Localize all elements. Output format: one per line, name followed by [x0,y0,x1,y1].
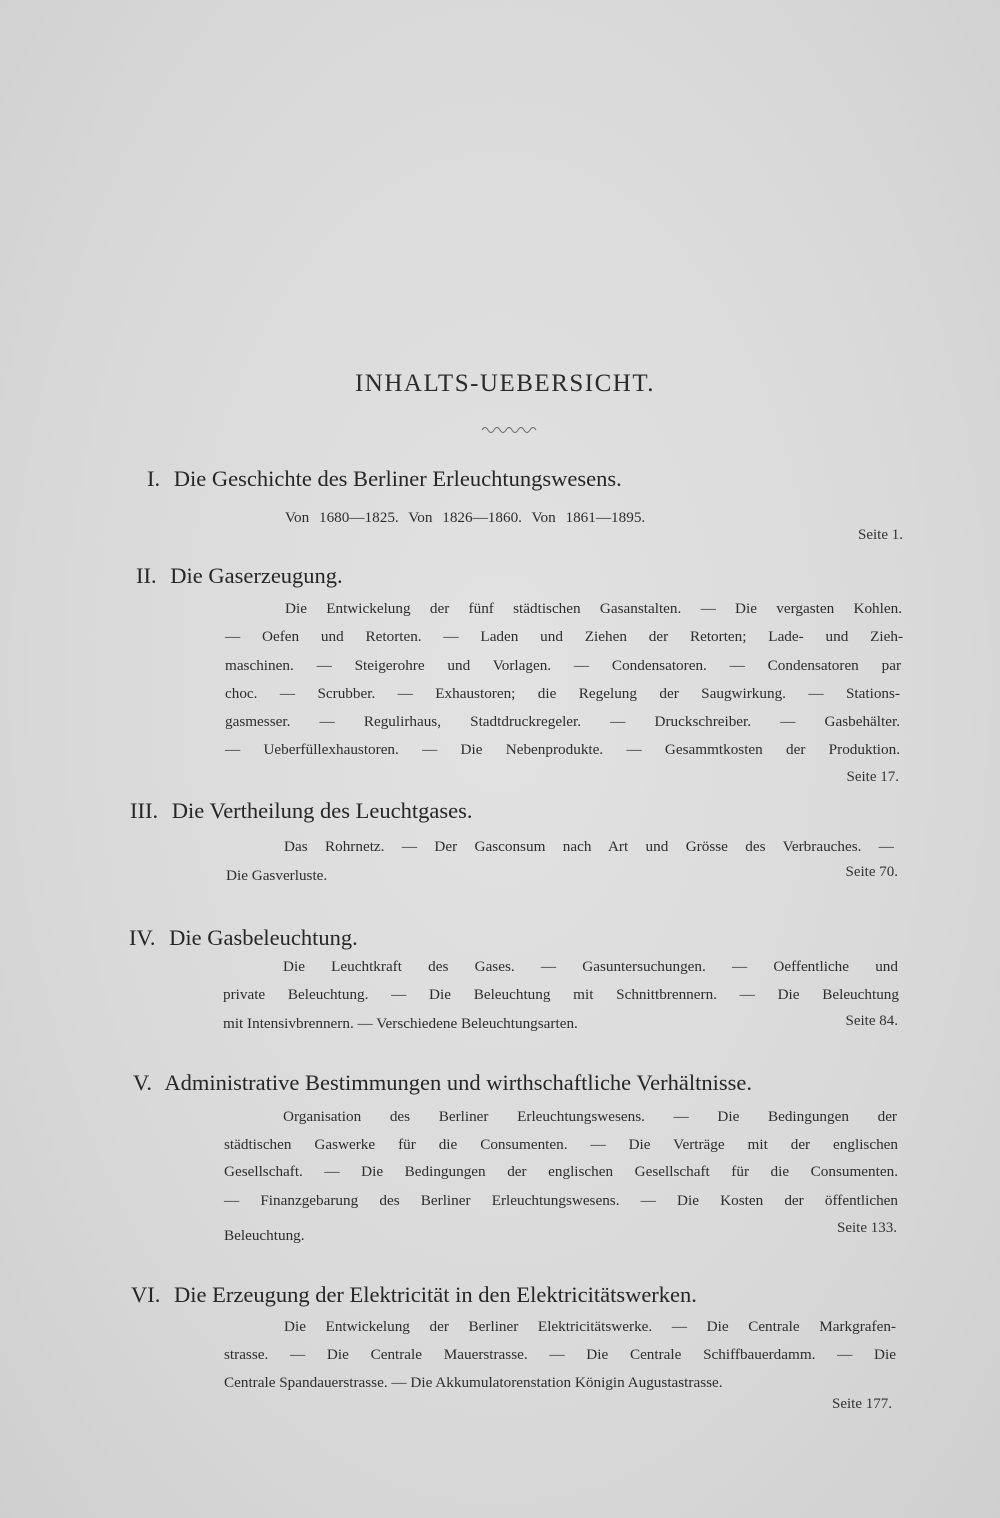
section-title: Die Vertheilung des Leuchtgases. [171,798,473,823]
section-title: Administrative Bestimmungen und wirthschaftliche Verhältnisse. [164,1070,752,1095]
section-line: maschinen. — Steigerohre und Vorlagen. — Condensatoren. — Condensatoren par [225,657,901,674]
section-line: — Oefen und Retorten. — Laden und Ziehen der Retorten; Lade- und Zieh- [225,628,903,645]
section-line: Die Leuchtkraft des Gases. — Gasuntersuchungen. — Oeffentliche und [283,958,898,975]
section-heading [133,1070,752,1096]
section-line: Centrale Spandauerstrasse. — Die Akkumulatorenstation Königin Augustastrasse. [224,1374,723,1391]
page-reference: Seite 177. [832,1396,892,1412]
section-line: strasse. — Die Centrale Mauerstrasse. — Die Centrale Schiffbauerdamm. — Die [224,1346,896,1363]
page-title: INHALTS-UEBERSICHT. [354,370,656,397]
section-line: Die Gasverluste. [226,867,328,884]
section-numeral: VI. [131,1282,161,1307]
section-title: Die Gaserzeugung. [170,563,343,588]
wavy-rule-ornament [480,422,540,436]
section-line: Die Entwickelung der fünf städtischen Gasanstalten. — Die vergasten Kohlen. [285,600,902,617]
section-title: Die Erzeugung der Elektricität in den Elektricitätswerken. [174,1282,697,1307]
section-numeral: V. [133,1070,152,1095]
section-numeral: II. [136,563,157,588]
section-line: choc. — Scrubber. — Exhaustoren; die Regelung der Saugwirkung. — Stations- [225,685,900,702]
section-line: Organisation des Berliner Erleuchtungswesens. — Die Bedingungen der [283,1108,897,1125]
section-numeral: I. [147,466,161,491]
page-reference: Seite 1. [858,527,903,543]
section-line: Von 1680—1825. Von 1826—1860. Von 1861—1895. [285,509,646,526]
section-line: mit Intensivbrennern. — Verschiedene Beleuchtungsarten. [223,1015,578,1032]
section-heading [130,798,473,824]
page-reference: Seite 133. [837,1220,897,1236]
section-heading [129,925,358,951]
page-reference: Seite 70. [845,864,898,880]
section-heading [147,466,622,492]
section-heading [136,563,343,589]
section-title: Die Geschichte des Berliner Erleuchtungswesens. [173,466,622,491]
page-reference: Seite 84. [845,1013,898,1029]
section-line: Beleuchtung. [224,1227,305,1244]
section-line: — Ueberfüllexhaustoren. — Die Nebenprodukte. — Gesammtkosten der Produktion. [225,741,900,758]
section-heading [131,1282,697,1308]
section-line: private Beleuchtung. — Die Beleuchtung mit Schnittbrennern. — Die Beleuchtung [223,986,899,1003]
section-line: Gesellschaft. — Die Bedingungen der englischen Gesellschaft für die Consumenten. [224,1163,898,1180]
section-numeral: III. [130,798,159,823]
section-line: — Finanzgebarung des Berliner Erleuchtungswesens. — Die Kosten der öffentlichen [224,1192,898,1209]
section-line: Das Rohrnetz. — Der Gasconsum nach Art und Grösse des Verbrauches. — [284,838,894,855]
section-line: Die Entwickelung der Berliner Elektricitätswerke. — Die Centrale Markgrafen- [284,1318,896,1335]
section-title: Die Gasbeleuchtung. [169,925,358,950]
section-line: gasmesser. — Regulirhaus, Stadtdruckregeler. — Druckschreiber. — Gasbehälter. [225,713,900,730]
section-numeral: IV. [129,925,156,950]
section-line: städtischen Gaswerke für die Consumenten. — Die Verträge mit der englischen [224,1136,898,1153]
page-reference: Seite 17. [846,769,899,785]
